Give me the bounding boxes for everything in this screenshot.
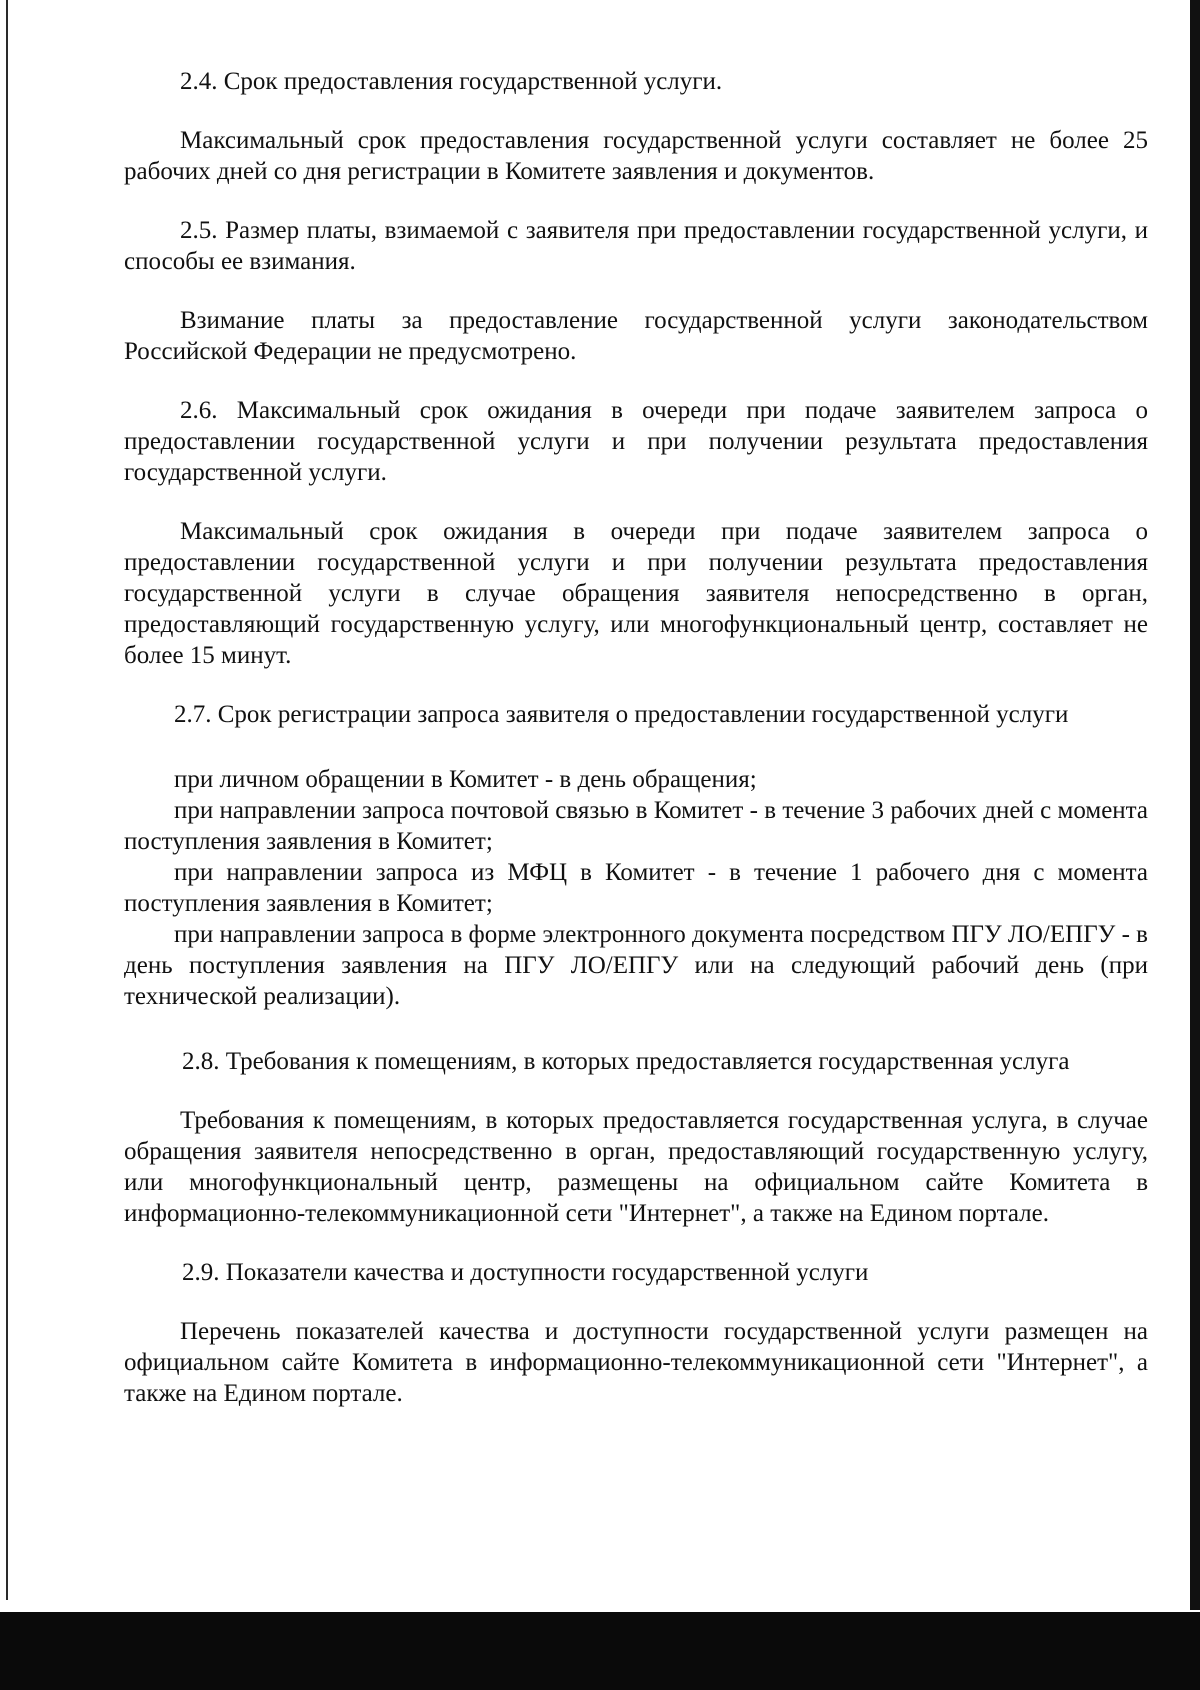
section-2-6-text: Максимальный срок ожидания в очереди при подаче заявителем запроса о предоставлении государственной услуги и при получении результата предоставления государственной услуги в случае обращения заявителя непосредственно в орган, предоставляющий государственную услугу, или многофункциональный центр, составляет не более 15 минут. (124, 518, 1148, 669)
scan-bottom-border (0, 1612, 1200, 1690)
document-body (124, 66, 1148, 1409)
section-2-7-item-mfc: при направлении запроса из МФЦ в Комитет - в течение 1 рабочего дня с момента поступления заявления в Комитет; (124, 859, 1148, 917)
section-2-4-heading: 2.4. Срок предоставления государственной услуги. (180, 68, 723, 95)
section-2-9-text: Перечень показателей качества и доступности государственной услуги размещен на официальном сайте Комитета в информационно-телекоммуникационной сети "Интернет", а также на Едином портале. (124, 1318, 1148, 1407)
section-2-5-text: Взимание платы за предоставление государственной услуги законодательством Российской Федерации не предусмотрено. (124, 307, 1148, 365)
section-2-7-item-electronic: при направлении запроса в форме электронного документа посредством ПГУ ЛО/ЕПГУ - в день поступления заявления на ПГУ ЛО/ЕПГУ или на следующий рабочий день (при технической реализации). (124, 921, 1148, 1010)
section-2-7-item-post: при направлении запроса почтовой связью в Комитет - в течение 3 рабочих дней с момента поступления заявления в Комитет; (124, 797, 1148, 855)
section-2-8-text: Требования к помещениям, в которых предоставляется государственная услуга, в случае обращения заявителя непосредственно в орган, предоставляющий государственную услугу, или многофункциональный центр, размещены на официальном сайте Комитета в информационно-телекоммуникационной сети "Интернет", а также на Едином портале. (124, 1107, 1148, 1227)
section-2-6-heading: 2.6. Максимальный срок ожидания в очереди при подаче заявителем запроса о предоставлении государственной услуги и при получении результата предоставления государственной услуги. (124, 397, 1148, 486)
section-2-7-heading: 2.7. Срок регистрации запроса заявителя о предоставлении государственной услуги (174, 701, 1069, 728)
section-2-9-heading: 2.9. Показатели качества и доступности государственной услуги (182, 1259, 869, 1286)
scan-left-edge (6, 0, 8, 1600)
section-2-4-text: Максимальный срок предоставления государственной услуги составляет не более 25 рабочих дней со дня регистрации в Комитете заявления и документов. (124, 127, 1148, 185)
scan-right-edge (1190, 0, 1200, 1610)
section-2-8-heading: 2.8. Требования к помещениям, в которых предоставляется государственная услуга (182, 1048, 1070, 1075)
section-2-5-heading: 2.5. Размер платы, взимаемой с заявителя при предоставлении государственной услуги, и способы ее взимания. (124, 217, 1148, 275)
section-2-7-item-personal: при личном обращении в Комитет - в день обращения; (174, 766, 757, 793)
